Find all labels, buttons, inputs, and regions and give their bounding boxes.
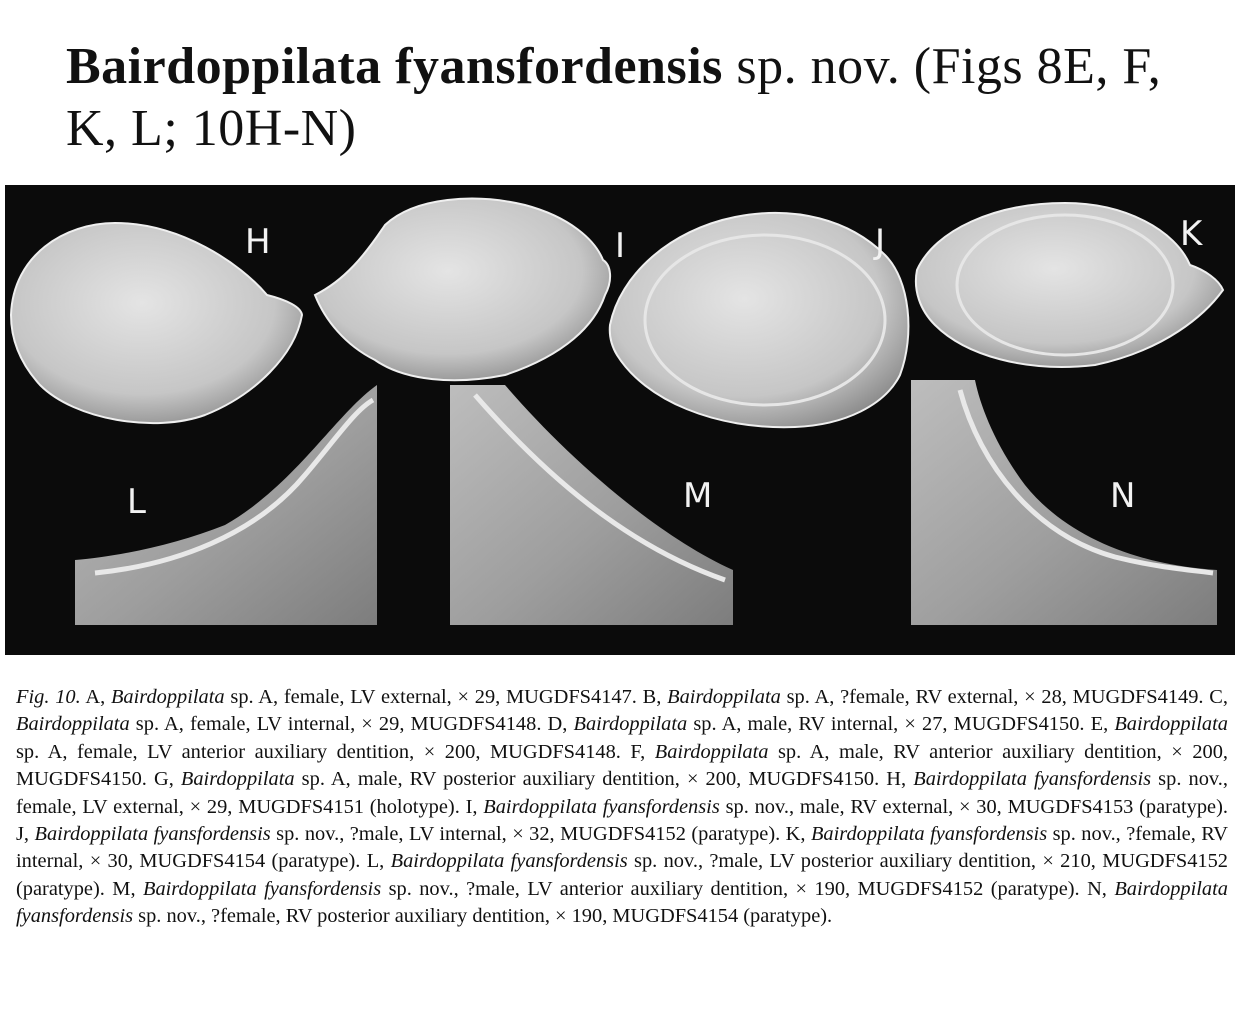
specimen-n xyxy=(911,380,1217,625)
caption-text: sp. nov., ?male, LV anterior auxiliary dentition, × 190, MUGDFS4152 (paratype). N, xyxy=(381,877,1115,900)
heading-rest: sp. nov. (Figs 8E, F, K, L; 10H-N) xyxy=(66,38,1162,157)
caption-text: sp. A, male, RV posterior auxiliary dentition, × 200, MUGDFS4150. H, xyxy=(294,768,914,791)
caption-taxon-name: Bairdoppilata xyxy=(16,713,130,736)
caption-taxon-name: Bairdoppilata fyansfordensis xyxy=(142,877,382,900)
caption-text: sp. A, ?female, RV external, × 28, MUGDFS4149. C, xyxy=(780,686,1229,708)
caption-text: sp. A, female, LV external, × 29, MUGDFS4147. B, xyxy=(224,686,668,708)
specimen-i xyxy=(315,199,610,381)
label-h: H xyxy=(245,222,271,262)
section-heading xyxy=(66,36,1216,160)
caption-text: sp. nov., ?female, RV posterior auxiliary dentition, × 190, MUGDFS4154 (paratype). xyxy=(133,905,833,928)
caption-taxon-name: Bairdoppilata fyansfordensis xyxy=(913,768,1152,791)
plate-image xyxy=(5,185,1235,655)
figure-caption xyxy=(16,684,1228,931)
caption-taxon-name: Bairdoppilata xyxy=(573,713,688,736)
specimen-k xyxy=(916,203,1223,367)
caption-text: sp. A, male, RV anterior auxiliary dentition, × 200, MUGDFS4150. G, xyxy=(16,740,1229,791)
caption-text: sp. nov., ?female, RV internal, × 30, MUGDFS4154 (paratype). L, xyxy=(16,823,1228,873)
caption-taxon-name: Bairdoppilata fyansfordensis xyxy=(810,823,1048,846)
figure-plate xyxy=(5,185,1235,655)
caption-taxon-name: Bairdoppilata xyxy=(667,686,781,708)
species-name: Bairdoppilata fyansfordensis xyxy=(66,38,723,95)
caption-text: sp. A, female, LV internal, × 29, MUGDFS4148. D, xyxy=(129,713,574,736)
caption-text: sp. nov., ?male, LV internal, × 32, MUGDFS4152 (paratype). K, xyxy=(270,823,811,846)
caption-text: sp. A, male, RV internal, × 27, MUGDFS4150. E, xyxy=(687,713,1115,736)
caption-taxon-name: Bairdoppilata xyxy=(654,740,769,763)
caption-taxon-name: Bairdoppilata xyxy=(110,686,225,708)
caption-text: A, xyxy=(80,686,111,708)
specimen-j xyxy=(610,213,909,427)
caption-taxon-name: Bairdoppilata xyxy=(1114,713,1228,736)
label-j: J xyxy=(875,222,886,262)
caption-text: sp. A, female, LV anterior auxiliary dentition, × 200, MUGDFS4148. F, xyxy=(16,740,655,763)
caption-taxon-name: Bairdoppilata xyxy=(180,768,295,791)
label-l: L xyxy=(127,482,146,522)
caption-taxon-name: Bairdoppilata fyansfordensis xyxy=(34,823,271,846)
caption-text: sp. nov., female, LV external, × 29, MUGDFS4151 (holotype). I, xyxy=(16,768,1228,818)
label-m: M xyxy=(683,476,713,516)
caption-text: sp. nov., ?male, LV posterior auxiliary dentition, × 210, MUGDFS4152 (paratype). M, xyxy=(16,850,1228,900)
caption-text: sp. nov., male, RV external, × 30, MUGDFS4153 (paratype). J, xyxy=(16,795,1228,846)
label-n: N xyxy=(1110,476,1136,516)
caption-taxon-name: Bairdoppilata fyansfordensis xyxy=(390,850,628,873)
caption-taxon-name: Bairdoppilata fyansfordensis xyxy=(16,877,1228,928)
label-k: K xyxy=(1180,214,1203,254)
caption-taxon-name: Bairdoppilata fyansfordensis xyxy=(483,795,720,818)
caption-body xyxy=(16,686,1228,927)
label-i: I xyxy=(615,226,626,266)
caption-fig-label: Fig. 10. xyxy=(16,686,81,708)
